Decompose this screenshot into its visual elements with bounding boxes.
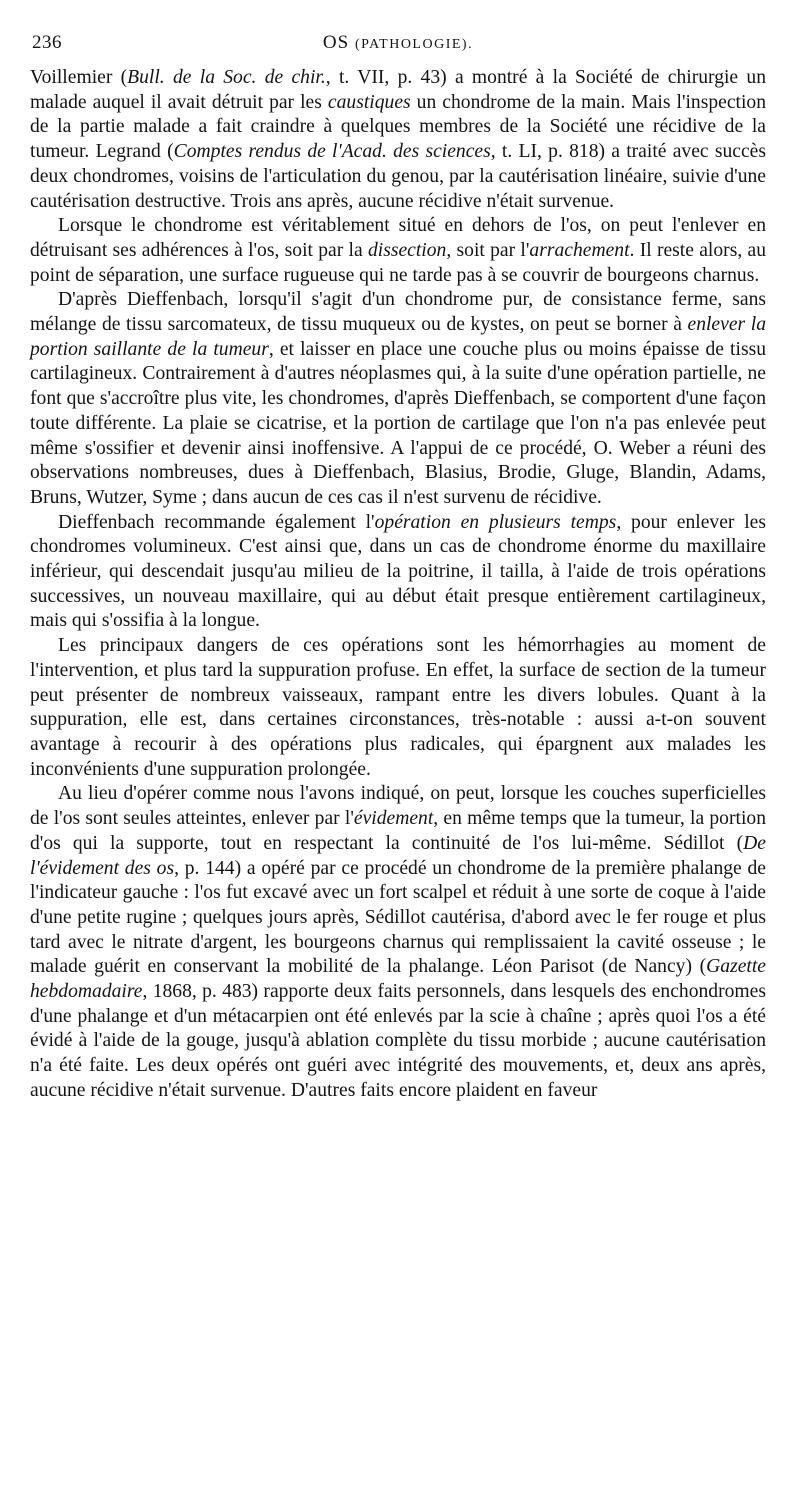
paragraph xyxy=(30,214,766,288)
italic-text-run: De l'évidement des os xyxy=(30,832,766,879)
paragraph xyxy=(30,782,766,1103)
paragraph xyxy=(30,288,766,510)
italic-text-run: Bull. de la Soc. de chir. xyxy=(127,67,326,88)
running-title xyxy=(30,32,766,54)
italic-text-run: arrachement xyxy=(529,239,630,261)
text-run: D'après Dieffenbach, lorsqu'il s'agit d'un chondrome pur, de consistance ferme, sans mélange de tissu sarcomateux, de tissu muqueux ou de kystes, on peut se borner à xyxy=(30,289,766,336)
text-run: , en même temps que la tumeur, la portion d'os qui la supporte, tout en respectant la continuité de l'os lui-même. Sédillot ( xyxy=(30,808,766,854)
text-run: un chondrome de la main. Mais l'inspection de la partie malade a fait craindre à quelques membres de la Société une récidive de la tumeur. Legrand ( xyxy=(30,91,767,163)
text-run: Lorsque le chondrome est véritablement situé en dehors de l'os, on peut l'enlever en détruisant ses adhérences à l'os, soit par la xyxy=(30,215,766,261)
text-run: Voillemier ( xyxy=(30,67,128,88)
italic-text-run: enlever la portion saillante de la tumeur xyxy=(30,314,766,360)
text-run: Au lieu d'opérer comme nous l'avons indiqué, on peut, lorsque les couches superficielles de l'os sont seules atteintes, enlever par l' xyxy=(30,783,766,830)
text-run: , t. VII, p. 43) a montré à la Société de chirurgie un malade auquel il avait détruit par les xyxy=(30,67,766,113)
page-number: 236 xyxy=(32,32,62,53)
italic-text-run: dissection xyxy=(367,239,447,261)
italic-text-run: évidement xyxy=(353,808,434,830)
italic-text-run: Comptes rendus de l'Acad. des sciences xyxy=(173,141,491,163)
italic-text-run: opération en plusieurs temps xyxy=(374,511,617,533)
running-title-sub: (PATHOLOGIE). xyxy=(354,37,474,52)
body-text xyxy=(30,66,766,1104)
paragraph xyxy=(30,66,766,214)
running-title-main: OS xyxy=(322,32,350,53)
text-run: , et laisser en place une couche plus ou moins épaisse de tissu cartilagineux. Contrairement à d'autres néoplasmes qui, à la suite d'une opération partielle, ne font que s'accroître plus vite, les chondromes, d'après Dieffenbach, se comportent d'une façon toute différente. La plaie se cicatrise, et la portion de cartilage que l'on n'a pas enlevée peut même s'ossifier et devenir ainsi inoffensive. A l'appui de ce procédé, O. Weber a réuni des observations nombreuses, dues à Dieffenbach, Blasius, Brodie, Gluge, Blandin, Adams, Bruns, Wutzer, Syme ; dans aucun de ces cas il n'est survenu de récidive. xyxy=(30,338,766,508)
text-run: , pour enlever les chondromes volumineux. C'est ainsi que, dans un cas de chondrome énorme du maxillaire inférieur, qui descendait jusqu'au milieu de la poitrine, il tailla, à l'aide de trois opérations successives, un nouveau maxillaire, qui au début était presque entièrement cartilagineux, mais qui s'ossifia à la longue. xyxy=(30,511,767,632)
text-run: Dieffenbach recommande également l' xyxy=(58,511,375,533)
paragraph xyxy=(30,634,766,782)
text-run: Les principaux dangers de ces opérations sont les hémorrhagies au moment de l'intervention, et plus tard la suppuration profuse. En effet, la surface de section de la tumeur peut présenter de nombreux vaisseaux, rampant entre les divers lobules. Quant à la suppuration, elle est, dans certaines circonstances, très-notable : aussi a-t-on souvent avantage à recourir à des opérations plus radicales, qui épargnent aux malades les inconvénients d'une suppuration prolongée. xyxy=(30,635,766,780)
text-run: , p. 144) a opéré par ce procédé un chondrome de la première phalange de l'indicateur gauche : l'os fut excavé avec un fort scalpel et réduit à une sorte de coque à l'aide d'une petite rugine ; quelques jours après, Sédillot cautérisa, d'abord avec le fer rouge et plus tard avec le nitrate d'argent, les bourgeons charnus qui remplissaient la cavité osseuse ; le malade guérit en conservant la mobilité de la phalange. Léon Parisot (de Nancy) ( xyxy=(30,857,767,978)
text-run: , soit par l' xyxy=(446,239,530,261)
italic-text-run: caustiques xyxy=(327,91,411,113)
text-run: . Il reste alors, au point de séparation, une surface rugueuse qui ne tarde pas à se couvrir de bourgeons charnus. xyxy=(30,239,766,286)
paragraph xyxy=(30,511,766,635)
text-run: , 1868, p. 483) rapporte deux faits personnels, dans lesquels des enchondromes d'une phalange et d'un métacarpien ont été enlevés par la scie à chaîne ; après quoi l'os a été évidé à l'aide de la gouge, jusqu'à ablation complète du tissu morbide ; aucune cautérisation n'a été faite. Les deux opérés ont guéri avec intégrité des mouvements, et, deux ans après, aucune récidive n'était survenue. D'autres faits encore plaident en faveur xyxy=(30,981,766,1101)
italic-text-run: Gazette hebdomadaire xyxy=(30,956,766,1003)
text-run: , t. LI, p. 818) a traité avec succès deux chondromes, voisins de l'articulation du genou, par la cautérisation linéaire, suivie d'une cautérisation destructive. Trois ans après, aucune récidive n'était survenue. xyxy=(30,141,766,212)
running-header xyxy=(30,28,766,62)
